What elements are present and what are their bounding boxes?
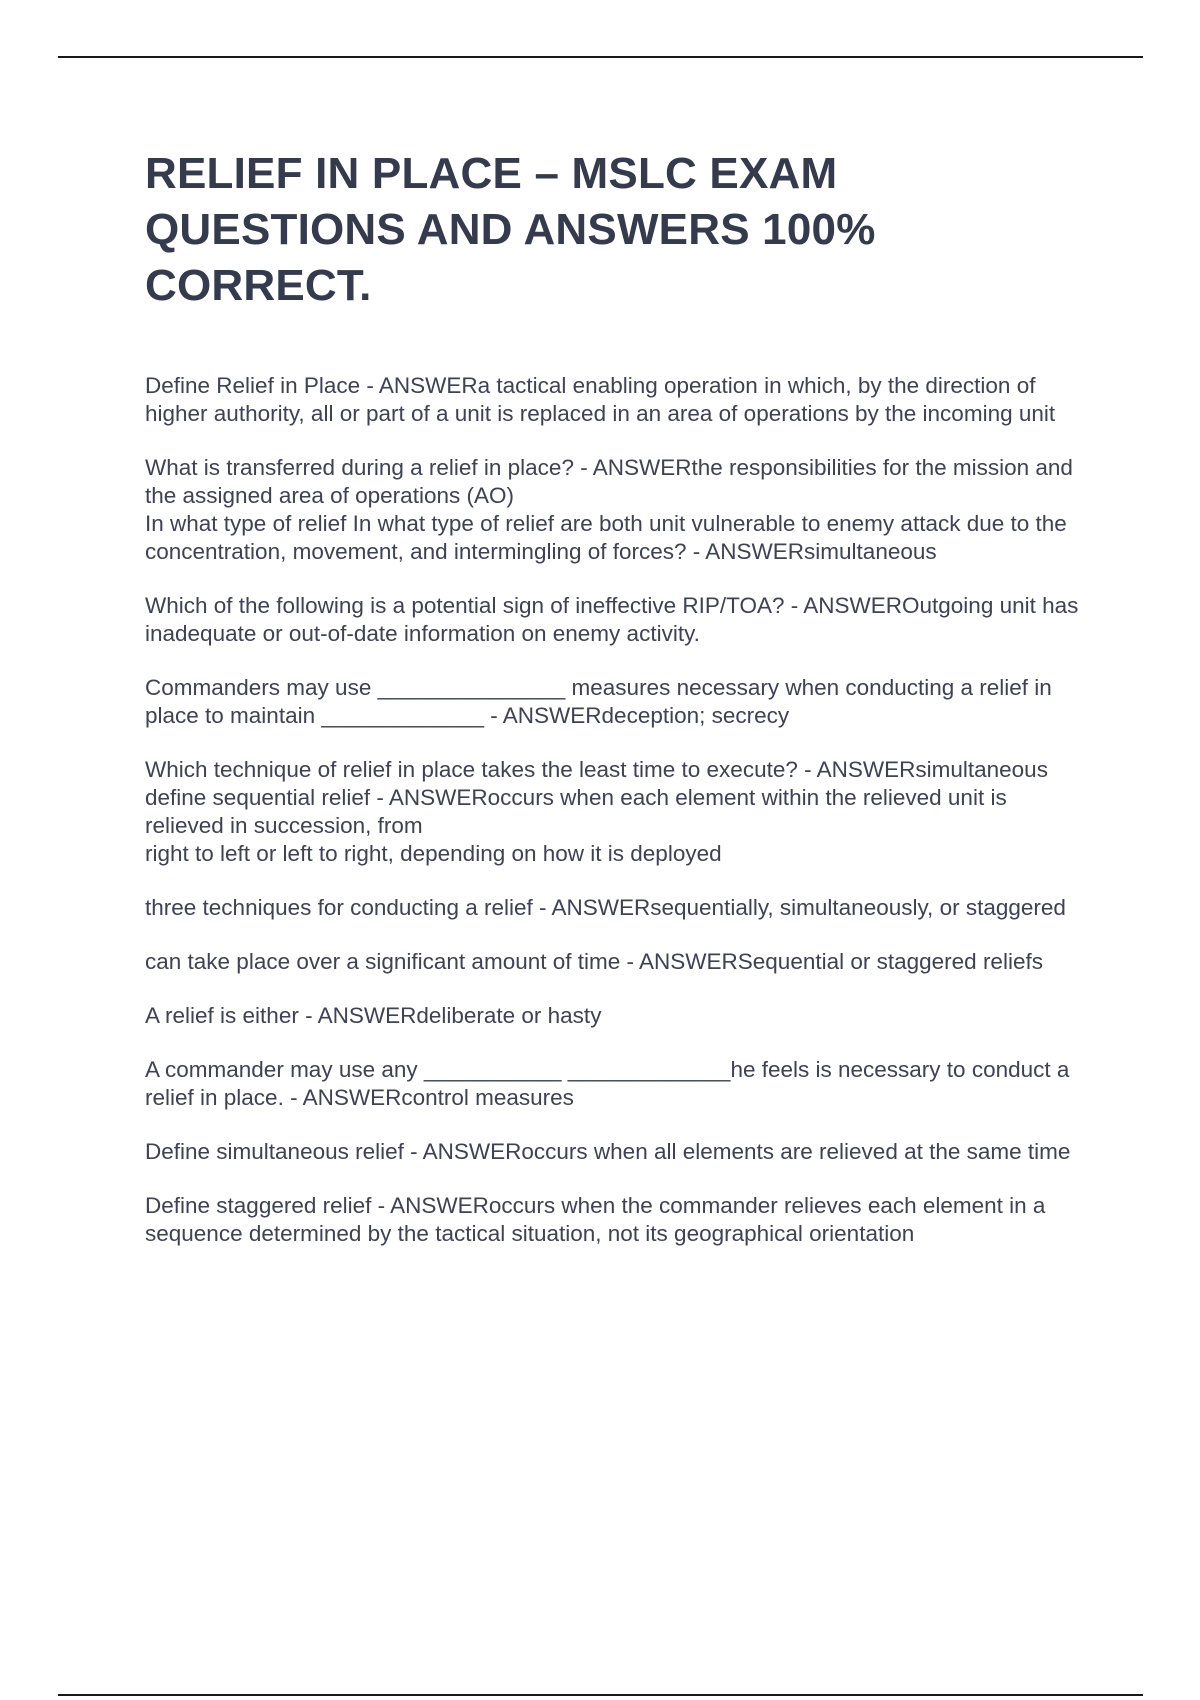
qa-item: Define Relief in Place - ANSWERa tactical enabling operation in which, by the direction of higher authority, all or part of a unit is replaced in an area of operations by the incoming unit xyxy=(145,373,1056,426)
qa-item: right to left or left to right, depending on how it is deployed xyxy=(145,841,722,866)
qa-item: In what type of relief In what type of relief are both unit vulnerable to enemy attack due to the concentration, movement, and intermingling of forces? - ANSWERsimultaneous xyxy=(145,511,1067,564)
qa-item: Define staggered relief - ANSWERoccurs when the commander relieves each element in a sequence determined by the tactical situation, not its geographical orientation xyxy=(145,1193,1046,1246)
document-body xyxy=(145,146,1090,1248)
qa-list xyxy=(145,372,1090,1248)
qa-item: A relief is either - ANSWERdeliberate or hasty xyxy=(145,1003,602,1028)
qa-item: Commanders may use _______________ measures necessary when conducting a relief in place to maintain _____________ - ANSWERdeception; secrecy xyxy=(145,675,1052,728)
bottom-rule xyxy=(58,1694,1143,1696)
qa-item: define sequential relief - ANSWERoccurs when each element within the relieved unit is relieved in succession, from xyxy=(145,785,1007,838)
top-rule xyxy=(58,56,1143,58)
document-title: RELIEF IN PLACE – MSLC EXAM QUESTIONS AND ANSWERS 100% CORRECT. xyxy=(145,149,876,310)
qa-item: Which of the following is a potential sign of ineffective RIP/TOA? - ANSWEROutgoing unit has inadequate or out-of-date information on enemy activity. xyxy=(145,593,1079,646)
qa-item: Define simultaneous relief - ANSWERoccurs when all elements are relieved at the same time xyxy=(145,1139,1071,1164)
qa-item: What is transferred during a relief in place? - ANSWERthe responsibilities for the mission and the assigned area of operations (AO) xyxy=(145,455,1073,508)
qa-item: three techniques for conducting a relief - ANSWERsequentially, simultaneously, or staggered xyxy=(145,895,1066,920)
qa-item: A commander may use any ___________ _____________he feels is necessary to conduct a relief in place. - ANSWERcontrol measures xyxy=(145,1057,1070,1110)
qa-item: can take place over a significant amount of time - ANSWERSequential or staggered reliefs xyxy=(145,949,1043,974)
qa-item: Which technique of relief in place takes the least time to execute? - ANSWERsimultaneous xyxy=(145,757,1048,782)
